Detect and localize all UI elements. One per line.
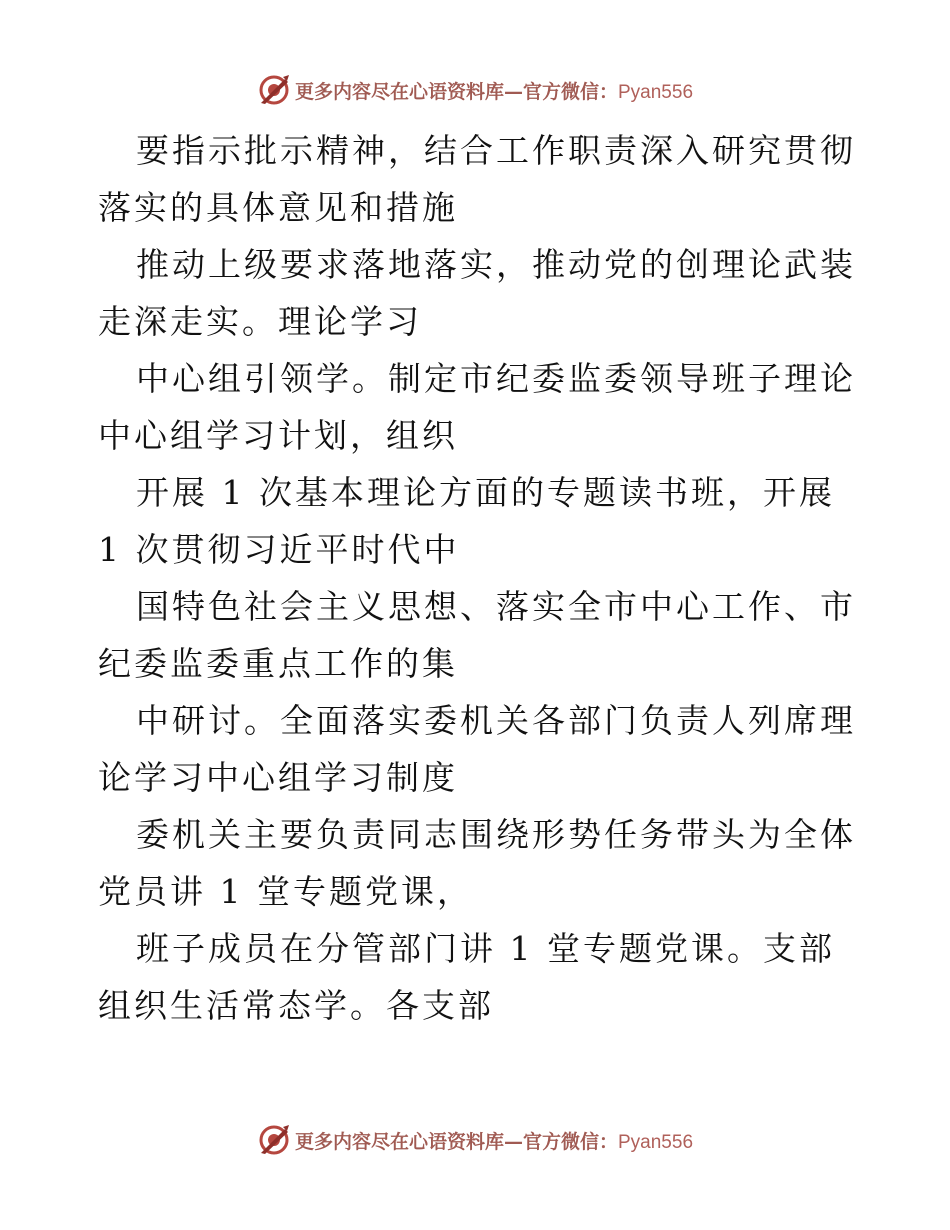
wechat-id: Pyan556 (618, 1131, 694, 1153)
watermark-text: 更多内容尽在心语资料库—官方微信：Pyan556 (294, 1130, 694, 1153)
paragraph-8: 班子成员在分管部门讲 1 堂专题党课。支部组织生活常态学。各支部 (98, 929, 835, 1025)
paragraph-7: 委机关主要负责同志围绕形势任务带头为全体党员讲 1 堂专题党课， (98, 815, 856, 911)
watermark-footer (0, 1120, 950, 1160)
quill-logo-icon (257, 73, 291, 107)
paragraph-5: 国特色社会主义思想、落实全市中心工作、市纪委监委重点工作的集 (98, 587, 856, 683)
paragraph-4: 开展 1 次基本理论方面的专题读书班，开展 1 次贯彻习近平时代中 (98, 473, 835, 569)
watermark-header (0, 70, 950, 110)
quill-logo-icon (257, 1123, 291, 1157)
paragraph-6: 中研讨。全面落实委机关各部门负责人列席理论学习中心组学习制度 (98, 701, 856, 797)
wechat-id: Pyan556 (618, 81, 694, 103)
paragraph-3: 中心组引领学。制定市纪委监委领导班子理论中心组学习计划，组织 (98, 359, 856, 455)
paragraph-1: 要指示批示精神，结合工作职责深入研究贯彻落实的具体意见和措施 (98, 131, 856, 227)
document-body (98, 122, 858, 1034)
paragraph-2: 推动上级要求落地落实，推动党的创理论武装走深走实。理论学习 (98, 245, 856, 341)
watermark-text: 更多内容尽在心语资料库—官方微信：Pyan556 (294, 80, 694, 103)
